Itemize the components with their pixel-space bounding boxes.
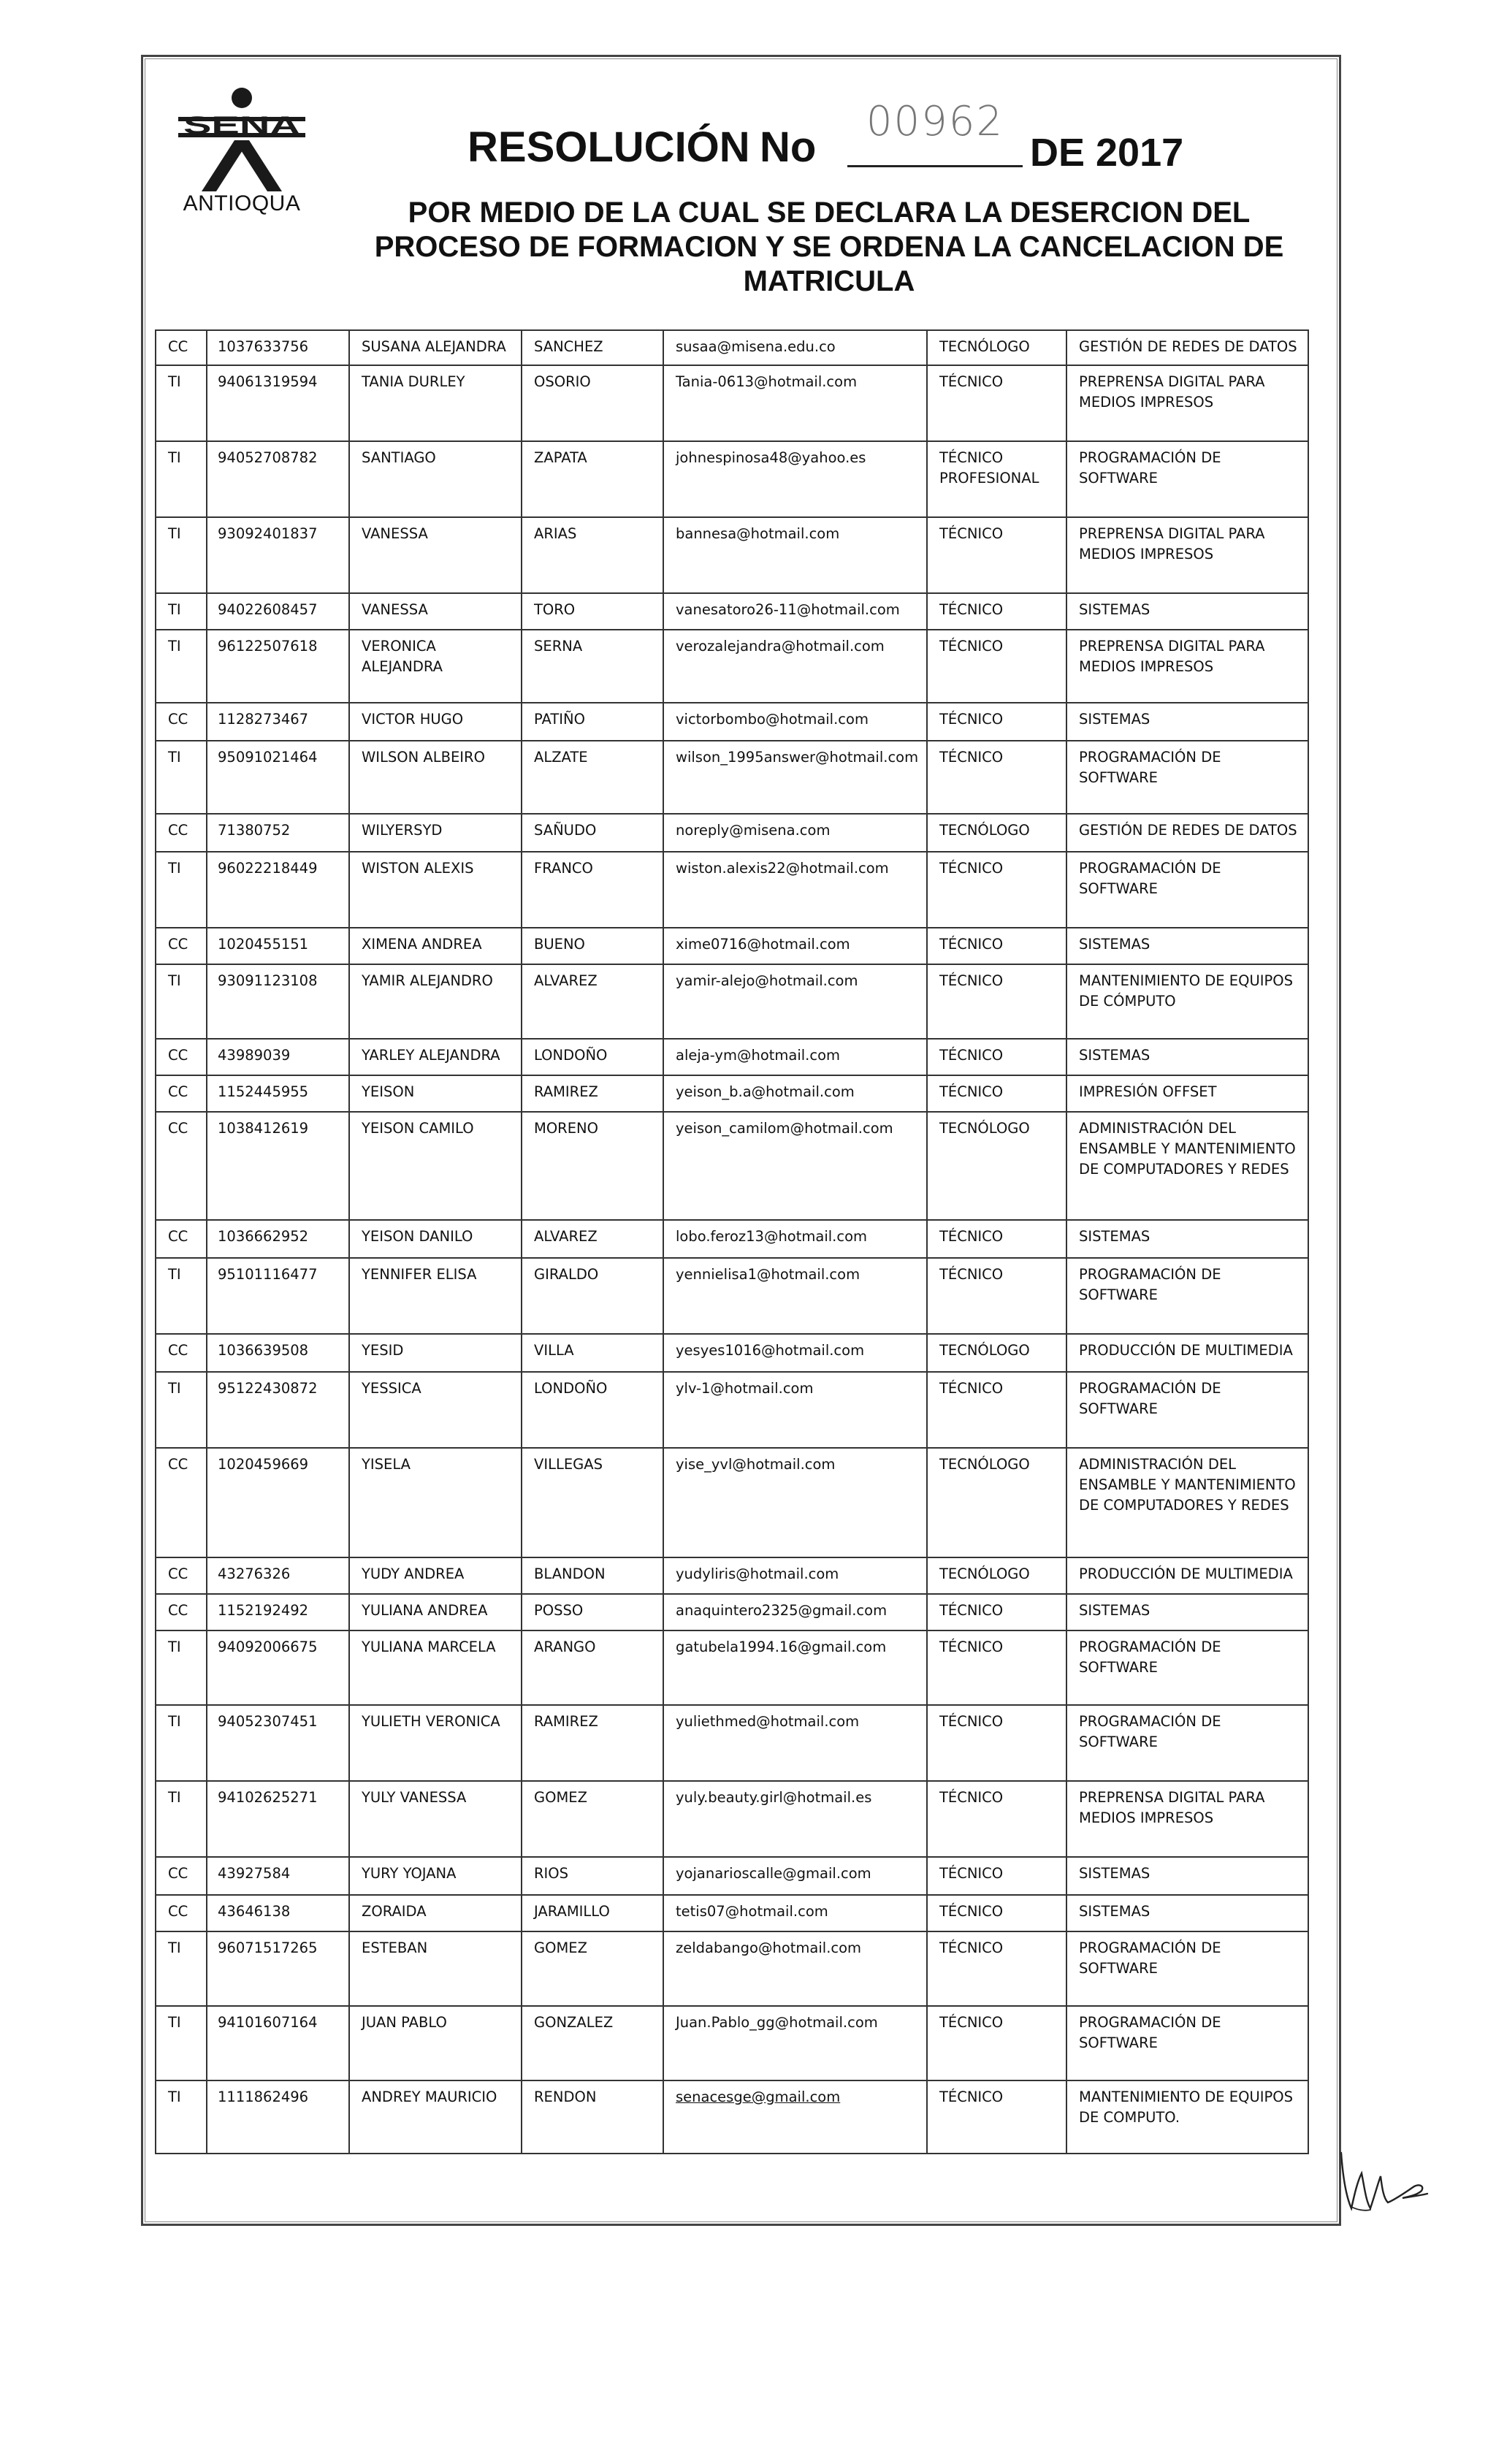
training-level-cell: TÉCNICO [927, 852, 1066, 928]
students-table-body [156, 330, 1308, 2154]
program-cell: SISTEMAS [1066, 1220, 1308, 1258]
first-names-cell: ANDREY MAURICIO [349, 2080, 522, 2154]
training-level-cell: TÉCNICO [927, 1220, 1066, 1258]
doc-number-cell: 1152192492 [207, 1594, 349, 1630]
doc-number-cell: 1038412619 [207, 1112, 349, 1220]
first-names-cell: VICTOR HUGO [349, 703, 522, 741]
table-row [156, 703, 1308, 741]
training-level-cell: TÉCNICO [927, 593, 1066, 630]
doc-type-cell: TI [156, 630, 207, 703]
first-names-cell: XIMENA ANDREA [349, 928, 522, 964]
doc-type-cell: TI [156, 2006, 207, 2080]
table-row [156, 1112, 1308, 1220]
email-cell: yuly.beauty.girl@hotmail.es [663, 1781, 927, 1857]
training-level-cell: TÉCNICO [927, 703, 1066, 741]
last-name-cell: ALVAREZ [522, 1220, 663, 1258]
last-name-cell: GOMEZ [522, 1931, 663, 2006]
last-name-cell: JARAMILLO [522, 1895, 663, 1931]
program-cell: PROGRAMACIÓN DE SOFTWARE [1066, 1630, 1308, 1705]
program-cell: PROGRAMACIÓN DE SOFTWARE [1066, 1372, 1308, 1448]
last-name-cell: VILLEGAS [522, 1448, 663, 1557]
last-name-cell: ALZATE [522, 741, 663, 814]
table-row [156, 2006, 1308, 2080]
first-names-cell: WISTON ALEXIS [349, 852, 522, 928]
email-cell: ylv-1@hotmail.com [663, 1372, 927, 1448]
training-level-cell: TÉCNICO [927, 1075, 1066, 1112]
table-row [156, 630, 1308, 703]
doc-number-cell: 1111862496 [207, 2080, 349, 2154]
doc-number-cell: 1036662952 [207, 1220, 349, 1258]
year-label: DE 2017 [1030, 131, 1184, 175]
doc-number-cell: 1128273467 [207, 703, 349, 741]
doc-type-cell: CC [156, 814, 207, 852]
doc-type-cell: TI [156, 964, 207, 1039]
program-cell: PREPRENSA DIGITAL PARA MEDIOS IMPRESOS [1066, 1781, 1308, 1857]
email-cell: yamir-alejo@hotmail.com [663, 964, 927, 1039]
doc-number-cell: 43646138 [207, 1895, 349, 1931]
last-name-cell: ZAPATA [522, 441, 663, 517]
email-cell: zeldabango@hotmail.com [663, 1931, 927, 2006]
program-cell: MANTENIMIENTO DE EQUIPOS DE CÓMPUTO [1066, 964, 1308, 1039]
doc-number-cell: 96071517265 [207, 1931, 349, 2006]
table-row [156, 1448, 1308, 1557]
table-row [156, 1220, 1308, 1258]
doc-type-cell: TI [156, 441, 207, 517]
program-cell: PROGRAMACIÓN DE SOFTWARE [1066, 741, 1308, 814]
doc-number-cell: 94092006675 [207, 1630, 349, 1705]
program-cell: SISTEMAS [1066, 928, 1308, 964]
program-cell: PREPRENSA DIGITAL PARA MEDIOS IMPRESOS [1066, 365, 1308, 441]
program-cell: PRODUCCIÓN DE MULTIMEDIA [1066, 1334, 1308, 1372]
program-cell: IMPRESIÓN OFFSET [1066, 1075, 1308, 1112]
training-level-cell: TÉCNICO [927, 964, 1066, 1039]
program-cell: PROGRAMACIÓN DE SOFTWARE [1066, 1258, 1308, 1334]
doc-number-cell: 43989039 [207, 1039, 349, 1075]
training-level-cell: TÉCNICO [927, 1857, 1066, 1895]
table-row [156, 1372, 1308, 1448]
training-level-cell: TÉCNICO [927, 2006, 1066, 2080]
last-name-cell: LONDOÑO [522, 1372, 663, 1448]
doc-type-cell: TI [156, 2080, 207, 2154]
table-row [156, 1630, 1308, 1705]
email-cell: wiston.alexis22@hotmail.com [663, 852, 927, 928]
training-level-cell: TECNÓLOGO [927, 1112, 1066, 1220]
program-cell: PROGRAMACIÓN DE SOFTWARE [1066, 1931, 1308, 2006]
last-name-cell: RAMIREZ [522, 1075, 663, 1112]
first-names-cell: TANIA DURLEY [349, 365, 522, 441]
no-label: No [760, 123, 817, 171]
region-label: ANTIOQUA [183, 191, 301, 215]
program-cell: SISTEMAS [1066, 703, 1308, 741]
first-names-cell: JUAN PABLO [349, 2006, 522, 2080]
handwritten-signature [1335, 2144, 1430, 2217]
program-cell: MANTENIMIENTO DE EQUIPOS DE COMPUTO. [1066, 2080, 1308, 2154]
table-row [156, 1931, 1308, 2006]
program-cell: GESTIÓN DE REDES DE DATOS [1066, 330, 1308, 365]
last-name-cell: FRANCO [522, 852, 663, 928]
last-name-cell: SAÑUDO [522, 814, 663, 852]
table-row [156, 1039, 1308, 1075]
last-name-cell: POSSO [522, 1594, 663, 1630]
last-name-cell: BUENO [522, 928, 663, 964]
doc-type-cell: CC [156, 1220, 207, 1258]
training-level-cell: TÉCNICO [927, 1594, 1066, 1630]
last-name-cell: MORENO [522, 1112, 663, 1220]
first-names-cell: YUDY ANDREA [349, 1557, 522, 1594]
last-name-cell: RIOS [522, 1857, 663, 1895]
first-names-cell: VERONICA ALEJANDRA [349, 630, 522, 703]
table-row [156, 1557, 1308, 1594]
doc-type-cell: CC [156, 1895, 207, 1931]
doc-type-cell: TI [156, 1630, 207, 1705]
first-names-cell: VANESSA [349, 593, 522, 630]
last-name-cell: ALVAREZ [522, 964, 663, 1039]
doc-type-cell: TI [156, 593, 207, 630]
training-level-cell: TÉCNICO [927, 1781, 1066, 1857]
email-cell: noreply@misena.com [663, 814, 927, 852]
resolution-number: 00962 [866, 98, 1004, 145]
table-row [156, 330, 1308, 365]
resolution-label: RESOLUCIÓN [468, 123, 750, 171]
email-cell: tetis07@hotmail.com [663, 1895, 927, 1931]
doc-number-cell: 43927584 [207, 1857, 349, 1895]
doc-number-cell: 94061319594 [207, 365, 349, 441]
first-names-cell: YEISON [349, 1075, 522, 1112]
program-cell: SISTEMAS [1066, 1857, 1308, 1895]
title-row [468, 98, 1198, 181]
last-name-cell: BLANDON [522, 1557, 663, 1594]
first-names-cell: YAMIR ALEJANDRO [349, 964, 522, 1039]
email-cell: yise_yvl@hotmail.com [663, 1448, 927, 1557]
first-names-cell: YURY YOJANA [349, 1857, 522, 1895]
email-link[interactable]: senacesge@gmail.com [676, 2089, 841, 2105]
training-level-cell: TECNÓLOGO [927, 1334, 1066, 1372]
doc-type-cell: CC [156, 1039, 207, 1075]
last-name-cell: SANCHEZ [522, 330, 663, 365]
email-cell: verozalejandra@hotmail.com [663, 630, 927, 703]
email-cell: Tania-0613@hotmail.com [663, 365, 927, 441]
email-cell: yudyliris@hotmail.com [663, 1557, 927, 1594]
email-cell: wilson_1995answer@hotmail.com [663, 741, 927, 814]
doc-type-cell: TI [156, 1258, 207, 1334]
doc-number-cell: 71380752 [207, 814, 349, 852]
program-cell: SISTEMAS [1066, 593, 1308, 630]
doc-number-cell: 94052307451 [207, 1705, 349, 1781]
table-row [156, 741, 1308, 814]
program-cell: SISTEMAS [1066, 1895, 1308, 1931]
email-cell: yojanarioscalle@gmail.com [663, 1857, 927, 1895]
email-cell: vanesatoro26-11@hotmail.com [663, 593, 927, 630]
resolution-number-line [847, 165, 1023, 167]
doc-type-cell: CC [156, 1557, 207, 1594]
first-names-cell: SANTIAGO [349, 441, 522, 517]
email-cell: xime0716@hotmail.com [663, 928, 927, 964]
svg-text:SENA: SENA [183, 112, 300, 140]
program-cell: PROGRAMACIÓN DE SOFTWARE [1066, 2006, 1308, 2080]
program-cell: ADMINISTRACIÓN DEL ENSAMBLE Y MANTENIMIENTO DE COMPUTADORES Y REDES [1066, 1112, 1308, 1220]
program-cell: PROGRAMACIÓN DE SOFTWARE [1066, 441, 1308, 517]
doc-number-cell: 94052708782 [207, 441, 349, 517]
doc-type-cell: TI [156, 517, 207, 593]
first-names-cell: YESID [349, 1334, 522, 1372]
training-level-cell: TÉCNICO [927, 1372, 1066, 1448]
doc-number-cell: 1152445955 [207, 1075, 349, 1112]
doc-type-cell: TI [156, 741, 207, 814]
last-name-cell: TORO [522, 593, 663, 630]
doc-type-cell: TI [156, 1705, 207, 1781]
students-table [155, 329, 1309, 2154]
doc-number-cell: 93091123108 [207, 964, 349, 1039]
last-name-cell: RENDON [522, 2080, 663, 2154]
doc-number-cell: 94101607164 [207, 2006, 349, 2080]
doc-type-cell: CC [156, 1112, 207, 1220]
doc-type-cell: CC [156, 1594, 207, 1630]
email-cell: bannesa@hotmail.com [663, 517, 927, 593]
training-level-cell: TÉCNICO [927, 1895, 1066, 1931]
doc-type-cell: CC [156, 1857, 207, 1895]
training-level-cell: TÉCNICO [927, 1630, 1066, 1705]
doc-type-cell: CC [156, 1448, 207, 1557]
last-name-cell: GONZALEZ [522, 2006, 663, 2080]
first-names-cell: YULIETH VERONICA [349, 1705, 522, 1781]
training-level-cell: TÉCNICO PROFESIONAL [927, 441, 1066, 517]
email-cell: yeison_camilom@hotmail.com [663, 1112, 927, 1220]
first-names-cell: YULY VANESSA [349, 1781, 522, 1857]
table-row [156, 1781, 1308, 1857]
email-cell: yesyes1016@hotmail.com [663, 1334, 927, 1372]
training-level-cell: TÉCNICO [927, 1705, 1066, 1781]
doc-type-cell: TI [156, 852, 207, 928]
table-row [156, 1895, 1308, 1931]
table-row [156, 928, 1308, 964]
table-row [156, 1594, 1308, 1630]
doc-number-cell: 95091021464 [207, 741, 349, 814]
email-cell: yuliethmed@hotmail.com [663, 1705, 927, 1781]
doc-type-cell: CC [156, 1075, 207, 1112]
last-name-cell: PATIÑO [522, 703, 663, 741]
doc-number-cell: 1037633756 [207, 330, 349, 365]
last-name-cell: GOMEZ [522, 1781, 663, 1857]
first-names-cell: ESTEBAN [349, 1931, 522, 2006]
last-name-cell: VILLA [522, 1334, 663, 1372]
doc-type-cell: TI [156, 1372, 207, 1448]
program-cell: PROGRAMACIÓN DE SOFTWARE [1066, 852, 1308, 928]
doc-type-cell: CC [156, 1334, 207, 1372]
doc-number-cell: 94102625271 [207, 1781, 349, 1857]
table-row [156, 1334, 1308, 1372]
doc-type-cell: CC [156, 928, 207, 964]
email-cell: anaquintero2325@gmail.com [663, 1594, 927, 1630]
training-level-cell: TECNÓLOGO [927, 1557, 1066, 1594]
email-cell: yeison_b.a@hotmail.com [663, 1075, 927, 1112]
doc-type-cell: CC [156, 330, 207, 365]
table-row [156, 814, 1308, 852]
first-names-cell: YULIANA MARCELA [349, 1630, 522, 1705]
training-level-cell: TÉCNICO [927, 517, 1066, 593]
program-cell: GESTIÓN DE REDES DE DATOS [1066, 814, 1308, 852]
first-names-cell: YENNIFER ELISA [349, 1258, 522, 1334]
doc-type-cell: CC [156, 703, 207, 741]
table-row [156, 517, 1308, 593]
doc-number-cell: 93092401837 [207, 517, 349, 593]
program-cell: PROGRAMACIÓN DE SOFTWARE [1066, 1705, 1308, 1781]
training-level-cell: TÉCNICO [927, 365, 1066, 441]
training-level-cell: TÉCNICO [927, 741, 1066, 814]
first-names-cell: WILYERSYD [349, 814, 522, 852]
last-name-cell: SERNA [522, 630, 663, 703]
last-name-cell: ARANGO [522, 1630, 663, 1705]
table-row [156, 593, 1308, 630]
last-name-cell: RAMIREZ [522, 1705, 663, 1781]
last-name-cell: LONDOÑO [522, 1039, 663, 1075]
doc-number-cell: 95122430872 [207, 1372, 349, 1448]
training-level-cell: TECNÓLOGO [927, 330, 1066, 365]
training-level-cell: TÉCNICO [927, 1039, 1066, 1075]
program-cell: SISTEMAS [1066, 1594, 1308, 1630]
doc-type-cell: TI [156, 1781, 207, 1857]
program-cell: SISTEMAS [1066, 1039, 1308, 1075]
email-cell: yennielisa1@hotmail.com [663, 1258, 927, 1334]
training-level-cell: TÉCNICO [927, 630, 1066, 703]
table-row [156, 1857, 1308, 1895]
document-subtitle: POR MEDIO DE LA CUAL SE DECLARA LA DESERCION DEL PROCESO DE FORMACION Y SE ORDENA LA CANCELACION DE MATRICULA [374, 197, 1284, 297]
table-row [156, 365, 1308, 441]
program-cell: PREPRENSA DIGITAL PARA MEDIOS IMPRESOS [1066, 630, 1308, 703]
training-level-cell: TÉCNICO [927, 1258, 1066, 1334]
table-row [156, 441, 1308, 517]
first-names-cell: YEISON DANILO [349, 1220, 522, 1258]
doc-number-cell: 1020459669 [207, 1448, 349, 1557]
first-names-cell: SUSANA ALEJANDRA [349, 330, 522, 365]
doc-type-cell: TI [156, 365, 207, 441]
table-row [156, 1075, 1308, 1112]
first-names-cell: WILSON ALBEIRO [349, 741, 522, 814]
doc-number-cell: 43276326 [207, 1557, 349, 1594]
email-cell [663, 2080, 927, 2154]
email-cell: gatubela1994.16@gmail.com [663, 1630, 927, 1705]
last-name-cell: ARIAS [522, 517, 663, 593]
first-names-cell: ZORAIDA [349, 1895, 522, 1931]
email-cell: lobo.feroz13@hotmail.com [663, 1220, 927, 1258]
doc-number-cell: 96122507618 [207, 630, 349, 703]
table-row [156, 1258, 1308, 1334]
email-cell: Juan.Pablo_gg@hotmail.com [663, 2006, 927, 2080]
training-level-cell: TÉCNICO [927, 2080, 1066, 2154]
table-row [156, 1705, 1308, 1781]
doc-number-cell: 96022218449 [207, 852, 349, 928]
table-row [156, 852, 1308, 928]
table-row [156, 964, 1308, 1039]
first-names-cell: YESSICA [349, 1372, 522, 1448]
last-name-cell: OSORIO [522, 365, 663, 441]
first-names-cell: VANESSA [349, 517, 522, 593]
training-level-cell: TECNÓLOGO [927, 1448, 1066, 1557]
doc-number-cell: 94022608457 [207, 593, 349, 630]
first-names-cell: YARLEY ALEJANDRA [349, 1039, 522, 1075]
first-names-cell: YEISON CAMILO [349, 1112, 522, 1220]
email-cell: aleja-ym@hotmail.com [663, 1039, 927, 1075]
training-level-cell: TECNÓLOGO [927, 814, 1066, 852]
training-level-cell: TÉCNICO [927, 928, 1066, 964]
first-names-cell: YULIANA ANDREA [349, 1594, 522, 1630]
email-cell: susaa@misena.edu.co [663, 330, 927, 365]
email-cell: victorbombo@hotmail.com [663, 703, 927, 741]
email-cell: johnespinosa48@yahoo.es [663, 441, 927, 517]
program-cell: PREPRENSA DIGITAL PARA MEDIOS IMPRESOS [1066, 517, 1308, 593]
training-level-cell: TÉCNICO [927, 1931, 1066, 2006]
doc-number-cell: 95101116477 [207, 1258, 349, 1334]
doc-number-cell: 1036639508 [207, 1334, 349, 1372]
program-cell: ADMINISTRACIÓN DEL ENSAMBLE Y MANTENIMIENTO DE COMPUTADORES Y REDES [1066, 1448, 1308, 1557]
doc-number-cell: 1020455151 [207, 928, 349, 964]
doc-type-cell: TI [156, 1931, 207, 2006]
first-names-cell: YISELA [349, 1448, 522, 1557]
last-name-cell: GIRALDO [522, 1258, 663, 1334]
table-row [156, 2080, 1308, 2154]
program-cell: PRODUCCIÓN DE MULTIMEDIA [1066, 1557, 1308, 1594]
